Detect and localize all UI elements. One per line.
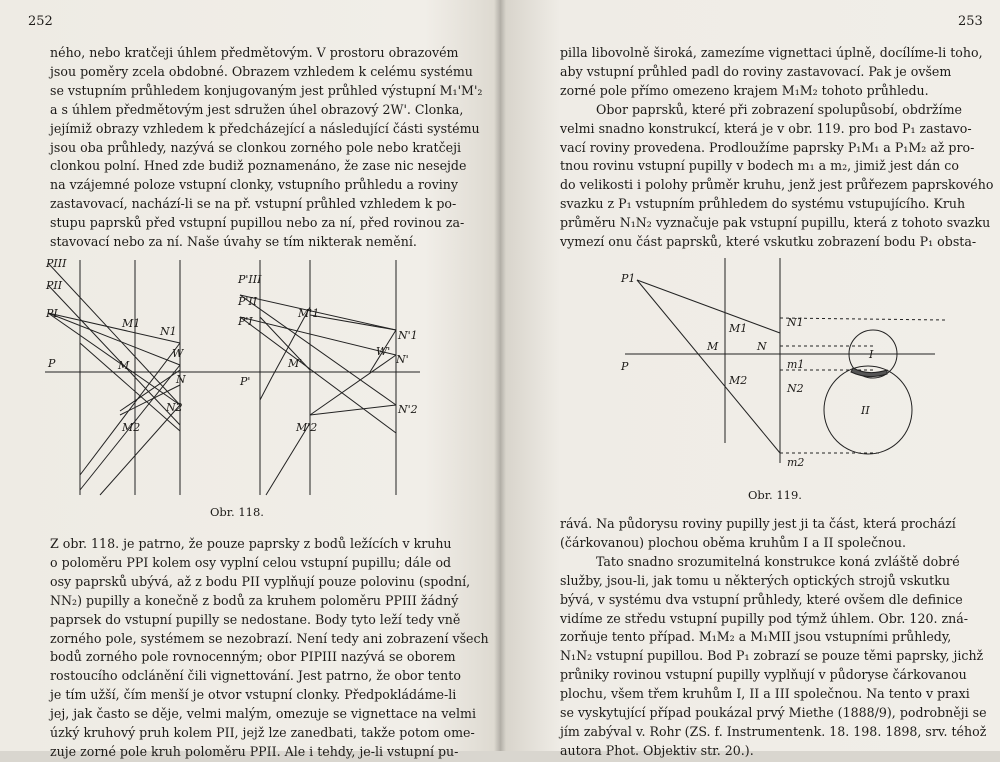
text-line: služby, jsou-li, jak tomu u některých optických strojů vskutku <box>560 572 950 588</box>
text-line: Tato snadno srozumitelná konstrukce koná zvláště dobré <box>596 553 960 569</box>
label-m: M <box>118 359 130 372</box>
label-p1p: P'I <box>238 315 253 328</box>
text-line: zuje zorné pole kruh poloměru PPII. Ale i tehdy, je-li vstupní pu- <box>50 743 459 759</box>
text-line: zorňuje tento případ. M₁M₂ a M₁MII jsou vstupními průhledy, <box>560 629 952 645</box>
label-n1: N1 <box>787 316 804 329</box>
text-line: rostoucího odclánění čili vignettování. Jest patrno, že obor tento <box>50 668 461 684</box>
text-line: jsou poměry zcela obdobné. Obrazem vzhledem k celému systému <box>50 63 473 79</box>
label-m2p: M'2 <box>296 421 318 434</box>
label-wp: W' <box>376 345 391 358</box>
label-m1: M1 <box>122 317 141 330</box>
text-line: NN₂) pupilly a konečně z bodů za kruhem poloměru PPIII žádný <box>50 592 459 608</box>
text-line: autora Phot. Objektiv str. 20.). <box>560 742 754 758</box>
label-p1: P1 <box>621 272 636 285</box>
text-line: plochu, všem třem kruhům I, II a III společnou. Na tento v praxi <box>560 686 970 702</box>
text-line: bodů zorného pole rovnocenným; obor PIPIII nazývá se oborem <box>50 649 456 665</box>
label-mp: M' <box>288 357 303 370</box>
text-line: tnou rovinu vstupní pupilly v bodech m₁ a m₂, jimiž jest dán co <box>560 158 959 174</box>
text-line: aby vstupní průhled padl do roviny zastavovací. Pak je ovšem <box>560 63 952 79</box>
label-p3: PIII <box>46 257 67 270</box>
book-gutter <box>494 0 506 751</box>
text-line: o poloměru PPI kolem osy vyplní celou vstupní pupillu; dále od <box>50 554 452 570</box>
text-line: je tím užší, čím menší je otvor vstupní clonky. Předpokládáme-li <box>50 687 457 703</box>
figure-118 <box>40 255 460 505</box>
text-line: ného, nebo kratčeji úhlem předmětovým. V prostoru obrazovém <box>50 45 459 60</box>
text-line: zastavovací, nachází-li se na př. vstupní průhled vzhledem k po- <box>50 196 457 212</box>
figure-caption: Obr. 119. <box>748 488 802 502</box>
label-circle-i: I <box>869 348 874 361</box>
paragraph-bottom <box>560 515 987 761</box>
text-line: úzký kruhový pruh kolem PII, jejž lze zanedbati, takže potom ome- <box>50 725 475 741</box>
right-page <box>500 0 1000 758</box>
label-n2p: N'2 <box>398 403 418 416</box>
label-p: P <box>621 360 629 373</box>
text-line: stavovací nebo za ní. Naše úvahy se tím nikterak nemění. <box>50 234 417 250</box>
label-p2: PII <box>46 279 63 292</box>
label-np: N' <box>396 353 409 366</box>
text-line: průměru N₁N₂ vyznačuje pak vstupní pupillu, která z tohoto svazku <box>560 215 991 231</box>
label-mm1: m1 <box>787 358 805 371</box>
text-line: do velikosti i polohy průměr kruhu, jenž jest průřezem paprskového <box>560 177 994 193</box>
text-line: bývá, v systému dva vstupní průhledy, které ovšem dle definice <box>560 591 963 607</box>
text-line: N₁N₂ vstupní pupillou. Bod P₁ zobrazí se pouze těmi paprsky, jichž <box>560 648 984 664</box>
label-n2: N2 <box>166 401 183 414</box>
label-n: N <box>176 373 186 386</box>
label-w: W <box>172 347 184 360</box>
label-m1: M1 <box>729 322 748 335</box>
text-line: pilla libovolně široká, zamezíme vignettaci úplně, docílíme-li toho, <box>560 45 983 60</box>
label-m2: M2 <box>729 374 748 387</box>
label-n: N <box>757 340 767 353</box>
label-p2p: P'II <box>238 295 258 308</box>
text-line: (čárkovanou) plochou oběma kruhům I a II společnou. <box>560 534 906 550</box>
text-line: jsou oba průhledy, nazývá se clonkou zorného pole nebo kratčeji <box>50 139 462 155</box>
text-line: Obor paprsků, které při zobrazení spolupůsobí, obdržíme <box>596 101 962 117</box>
label-m1p: M'1 <box>298 307 320 320</box>
label-m2: M2 <box>122 421 141 434</box>
page-number: 252 <box>28 14 53 29</box>
label-p1: PI <box>46 307 58 320</box>
text-line: clonkou polní. Hned zde budiž poznamenáno, že zase nic nesejde <box>50 158 467 174</box>
text-line: osy paprsků ubývá, až z bodu PII vyplňují pouze polovinu (spodní, <box>50 573 471 589</box>
label-circle-ii: II <box>861 404 870 417</box>
paragraph-bottom <box>50 535 489 762</box>
figure-caption: Obr. 118. <box>210 505 264 519</box>
text-line: se vstupním průhledem konjugovaným jest průhled výstupní M₁'M'₂ <box>50 82 483 98</box>
label-p3p: P'III <box>238 273 262 286</box>
label-p: P <box>48 357 56 370</box>
text-line: paprsek do vstupní pupilly se nedostane. Body tyto leží tedy vně <box>50 611 461 627</box>
label-n2: N2 <box>787 382 804 395</box>
label-pp: P' <box>240 375 251 388</box>
text-line: rává. Na půdorysu roviny pupilly jest ji ta část, která prochází <box>560 516 956 531</box>
text-line: a s úhlem předmětovým jest sdružen úhel obrazový 2W'. Clonka, <box>50 101 464 117</box>
text-line: velmi snadno konstrukcí, která je v obr. 119. pro bod P₁ zastavo- <box>560 120 972 136</box>
text-line: vymezí onu část paprsků, které vskutku zobrazení bodu P₁ obsta- <box>560 234 977 250</box>
text-line: vací roviny provedena. Prodloužíme paprsky P₁M₁ a P₁M₂ až pro- <box>560 139 975 155</box>
text-line: vidíme ze středu vstupní pupilly pod týmž úhlem. Obr. 120. zná- <box>560 610 968 626</box>
paragraph-top <box>50 44 483 252</box>
figure-119 <box>615 258 945 478</box>
text-line: zorné pole přímo omezeno krajem M₁M₂ tohoto průhledu. <box>560 82 929 98</box>
text-line: jej, jak často se děje, velmi malým, omezuje se vignettace na velmi <box>50 706 476 722</box>
text-line: stupu paprsků před vstupní pupillou nebo za ní, před rovinou za- <box>50 215 465 231</box>
label-mm2: m2 <box>787 456 805 469</box>
text-line: na vzájemné poloze vstupní clonky, vstupního průhledu a roviny <box>50 177 458 193</box>
text-line: jejímiž obrazy vzhledem k předcházející a následující části systému <box>50 120 480 136</box>
label-n1: N1 <box>160 325 177 338</box>
text-line: svazku z P₁ vstupním průhledem do systému vstupujícího. Kruh <box>560 196 966 212</box>
text-line: Z obr. 118. je patrno, že pouze paprsky z bodů ležících v kruhu <box>50 536 452 551</box>
text-line: zorného pole, systémem se nezobrazí. Není tedy ani zobrazení všech <box>50 630 489 646</box>
text-line: se vyskytující případ poukázal prvý Miethe (1888/9), podrobněji se <box>560 705 987 721</box>
page-number: 253 <box>958 14 983 29</box>
label-m: M <box>707 340 719 353</box>
left-page <box>0 0 500 759</box>
paragraph-top <box>560 44 994 252</box>
label-n1p: N'1 <box>398 329 418 342</box>
text-line: průniky rovinou vstupní pupilly vyplňují v půdoryse čárkovanou <box>560 667 967 683</box>
text-line: jím zabýval v. Rohr (ZS. f. Instrumentenk. 18. 198. 1898, srv. téhož <box>560 723 987 739</box>
